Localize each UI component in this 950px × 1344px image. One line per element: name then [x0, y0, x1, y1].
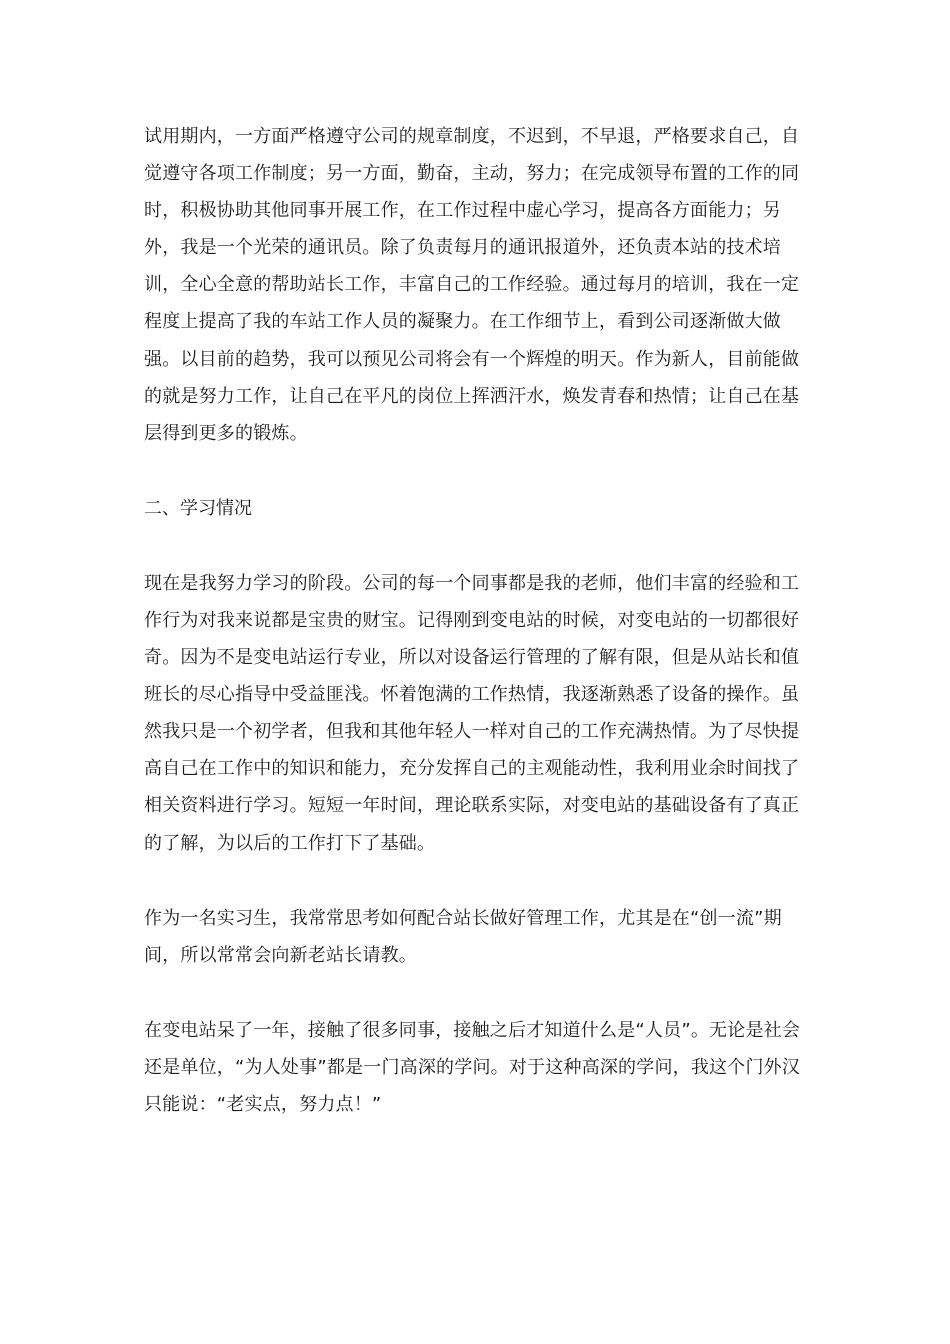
paragraph-colleagues: 在变电站呆了一年，接触了很多同事，接触之后才知道什么是“人员”。无论是社会还是单位，“为人处事”都是一门高深的学问。对于这种高深的学问，我这个门外汉只能说：“老实点，努力点！”: [144, 1019, 801, 1115]
section-heading-study: 二、学习情况: [144, 497, 252, 519]
paragraph-intern: 作为一名实习生，我常常思考如何配合站长做好管理工作，尤其是在“创一流”期间，所以常常会向新老站长请教。: [144, 907, 782, 966]
document-page: [144, 118, 816, 1123]
paragraph-probation: 试用期内，一方面严格遵守公司的规章制度，不迟到，不早退，严格要求自己，自觉遵守各项工作制度；另一方面，勤奋，主动，努力；在完成领导布置的工作的同时，积极协助其他同事开展工作，在工作过程中虚心学习，提高各方面能力；另外，我是一个光荣的通讯员。除了负责每月的通讯报道外，还负责本站的技术培训，全心全意的帮助站长工作，丰富自己的工作经验。通过每月的培训，我在一定程度上提高了我的车站工作人员的凝聚力。在工作细节上，看到公司逐渐做大做强。以目前的趋势，我可以预见公司将会有一个辉煌的明天。作为新人，目前能做的就是努力工作，让自己在平凡的岗位上挥洒汗水，焕发青春和热情；让自己在基层得到更多的锻炼。: [144, 126, 800, 444]
paragraph-study: 现在是我努力学习的阶段。公司的每一个同事都是我的老师，他们丰富的经验和工作行为对我来说都是宝贵的财宝。记得刚到变电站的时候，对变电站的一切都很好奇。因为不是变电站运行专业，所以对设备运行管理的了解有限，但是从站长和值班长的尽心指导中受益匪浅。怀着饱满的工作热情，我逐渐熟悉了设备的操作。虽然我只是一个初学者，但我和其他年轻人一样对自己的工作充满热情。为了尽快提高自己在工作中的知识和能力，充分发挥自己的主观能动性，我利用业余时间找了相关资料进行学习。短短一年时间，理论联系实际，对变电站的基础设备有了真正的了解，为以后的工作打下了基础。: [144, 572, 800, 854]
